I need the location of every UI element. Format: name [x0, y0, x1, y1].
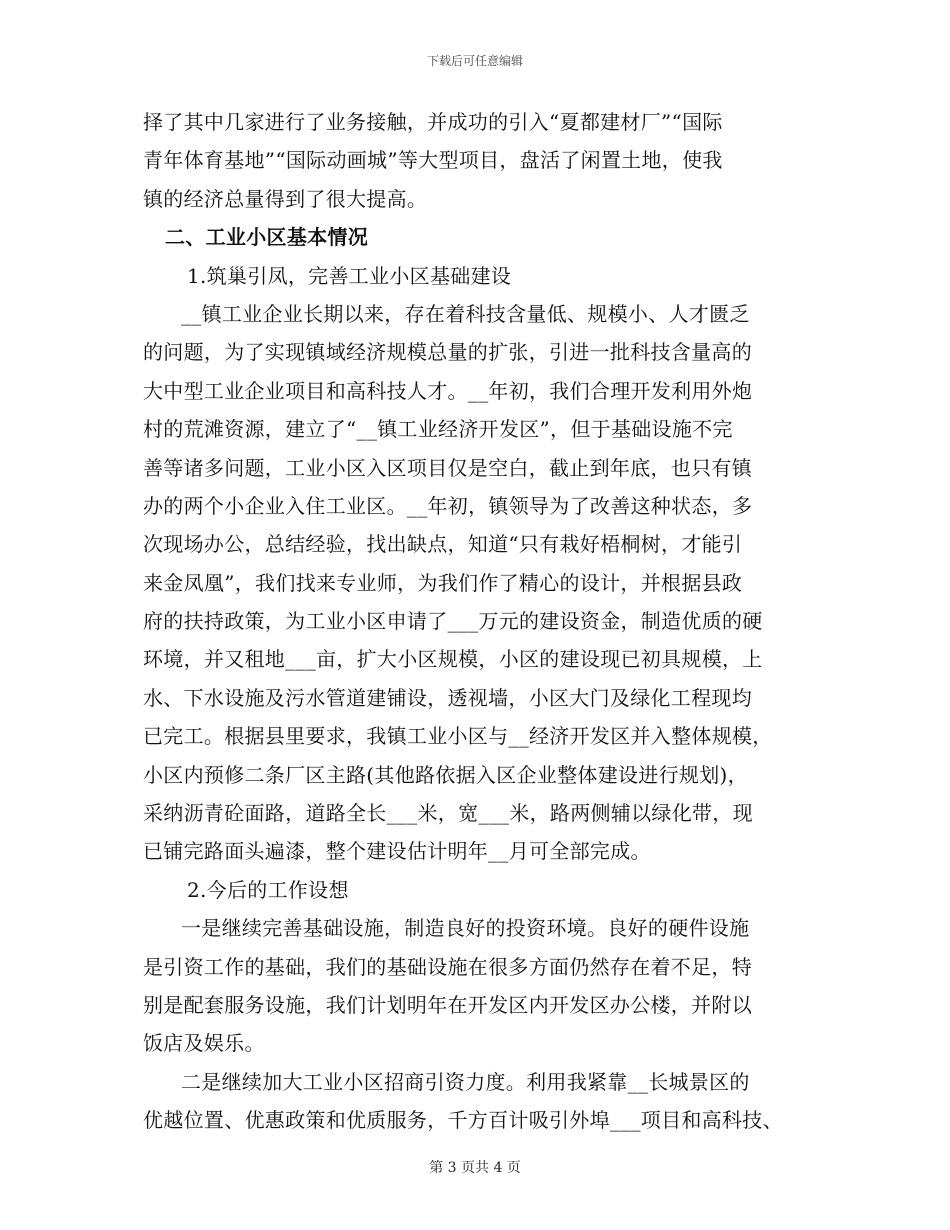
paragraph-line: 环境，并又租地___亩，扩大小区规模，小区的建设现已初具规模，上: [143, 647, 763, 672]
paragraph-line: 的问题，为了实现镇域经济规模总量的扩张，引进一批科技含量高的: [143, 340, 752, 365]
paragraph-line: 镇的经济总量得到了很大提高。: [143, 186, 428, 211]
paragraph-line: 采纳沥青砼面路，道路全长___米，宽___米，路两侧辅以绿化带，现: [143, 801, 753, 826]
paragraph-line: 二是继续加大工业小区招商引资力度。利用我紧靠__长城景区的: [181, 1069, 750, 1094]
paragraph-line: 善等诸多问题，工业小区入区项目仅是空白，截止到年底，也只有镇: [143, 455, 752, 480]
paragraph-line: 青年体育基地”“国际动画城”等大型项目，盘活了闲置土地，使我: [143, 148, 723, 173]
paragraph-line: 已完工。根据县里要求，我镇工业小区与__经济开发区并入整体规模，: [143, 724, 773, 749]
paragraph-line: 小区内预修二条厂区主路(其他路依据入区企业整体建设进行规划)，: [143, 762, 748, 787]
paragraph-line: 府的扶持政策，为工业小区申请了___万元的建设资金，制造优质的硬: [143, 609, 763, 634]
page-header: 下载后可任意编辑: [426, 54, 523, 68]
page-footer: 第 3 页共 4 页: [429, 1160, 521, 1176]
paragraph-line: 一是继续完善基础设施，制造良好的投资环境。良好的硬件设施: [181, 916, 750, 941]
subsection-heading: 1.筑巢引凤，完善工业小区基础建设: [187, 263, 512, 288]
paragraph-line: 村的荒滩资源，建立了“__镇工业经济开发区”，但于基础设施不完: [143, 417, 733, 442]
paragraph-line: 办的两个小企业入住工业区。__年初，镇领导为了改善这种状态，多: [143, 493, 753, 518]
subsection-heading: 2.今后的工作设想: [187, 877, 349, 902]
section-heading: 二、工业小区基本情况: [165, 225, 368, 250]
paragraph-line: 来金凤凰”，我们找来专业师，为我们作了精心的设计，并根据县政: [143, 570, 743, 595]
paragraph-line: 是引资工作的基础，我们的基础设施在很多方面仍然存在着不足，特: [143, 954, 752, 979]
paragraph-line: 水、下水设施及污水管道建铺设，透视墙，小区大门及绿化工程现均: [143, 685, 752, 710]
paragraph-line: 次现场办公，总结经验，找出缺点，知道“只有栽好梧桐树，才能引: [143, 532, 743, 557]
paragraph-line: 择了其中几家进行了业务接触，并成功的引入“夏都建材厂”“国际: [143, 110, 723, 134]
paragraph-line: __镇工业企业长期以来，存在着科技含量低、规模小、人才匮乏: [181, 301, 750, 326]
paragraph-line: 别是配套服务设施，我们计划明年在开发区内开发区办公楼，并附以: [143, 992, 752, 1017]
paragraph-line: 大中型工业企业项目和高科技人才。__年初，我们合理开发利用外炮: [143, 378, 753, 403]
paragraph-line: 饭店及娱乐。: [143, 1031, 265, 1056]
paragraph-line: 已铺完路面头遍漆，整个建设估计明年__月可全部完成。: [143, 839, 651, 864]
paragraph-line: 优越位置、优惠政策和优质服务，千方百计吸引外埠___项目和高科技、: [143, 1108, 783, 1133]
document-body: [143, 103, 813, 1140]
